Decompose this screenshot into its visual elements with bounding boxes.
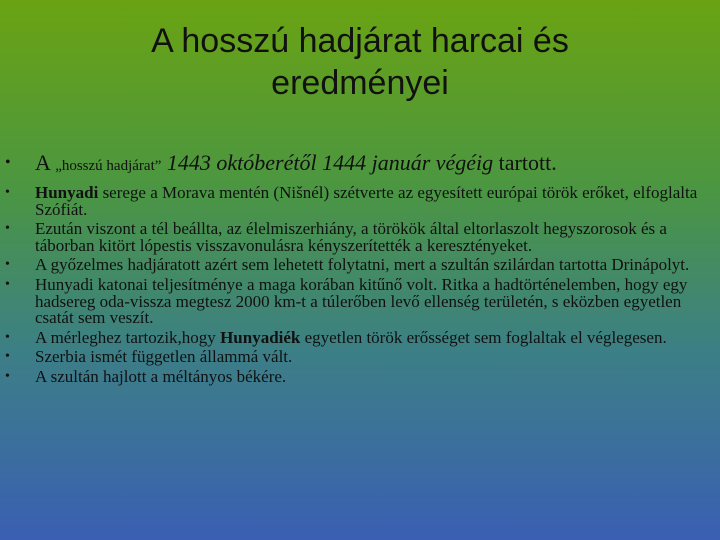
bullet-item xyxy=(0,366,712,386)
bullet-text: Szerbia ismét független állammá vált. xyxy=(35,347,293,367)
bullet-marker: • xyxy=(5,221,10,237)
bullet-marker: • xyxy=(5,257,10,273)
bullet-item xyxy=(0,185,712,218)
bullet-item xyxy=(0,221,712,254)
bullet-bold-name: Hunyadi xyxy=(35,183,99,202)
bullet-marker: • xyxy=(5,154,11,171)
bullet-text: serege a Morava mentén (Nišnél) szétverte az egyesített európai török erőket, elfoglalta Szófiát. xyxy=(35,183,698,219)
bullet-text: A győzelmes hadjáratott azért sem lehetett folytatni, mert a szultán szilárdan tartotta Drinápolyt. xyxy=(35,255,690,275)
bullet-italic-dates: 1443 októberétől 1444 január végéig xyxy=(161,150,494,175)
title-line-2: eredményei xyxy=(271,64,449,102)
bullet-marker: • xyxy=(5,349,10,365)
bullet-text: Hunyadi katonai teljesítménye a maga korában kitűnő volt. Ritka a hadtörténelemben, hogy egy hadsereg oda-vissza megtesz 2000 km-t a túlerőben levő ellenség területén, s eközben egyetlen csatát sem veszít. xyxy=(35,274,688,328)
bullet-text-suffix: tartott. xyxy=(493,150,557,175)
bullet-text-before: A mérleghez tartozik,hogy xyxy=(35,327,221,347)
bullet-item xyxy=(0,257,712,274)
bullet-marker: • xyxy=(5,329,10,345)
bullet-item xyxy=(0,327,712,347)
bullet-text-after: egyetlen török erősséget sem foglaltak el véglegesen. xyxy=(300,327,667,347)
bullet-text: Ezután viszont a tél beállta, az élelmiszerhiány, a törökök által eltorlaszolt hegyszorosok és a táborban kitört lópestis visszavonulásra kényszerítették a keresztényeket. xyxy=(35,219,667,255)
bullet-bold-name: Hunyadiék xyxy=(220,327,301,347)
bullet-marker: • xyxy=(5,185,10,200)
title-line-1: A hosszú hadjárat harcai és xyxy=(151,22,569,60)
bullet-text: A szultán hajlott a méltányos békére. xyxy=(35,366,287,386)
bullet-marker: • xyxy=(5,368,10,384)
slide-title xyxy=(60,20,660,104)
bullet-text-prefix: A xyxy=(35,150,56,175)
bullet-item xyxy=(0,349,712,366)
bullet-quoted-term: „hosszú hadjárat” xyxy=(55,158,162,174)
bullet-list xyxy=(0,150,712,389)
bullet-item xyxy=(0,274,712,328)
bullet-item xyxy=(0,150,712,179)
bullet-marker: • xyxy=(5,276,10,292)
